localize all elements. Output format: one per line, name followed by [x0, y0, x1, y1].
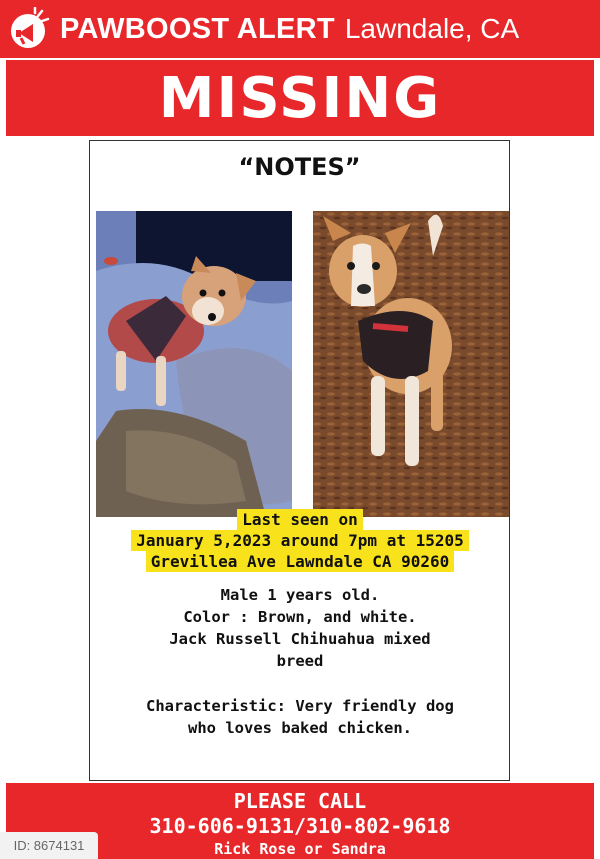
- missing-status: MISSING: [158, 65, 442, 131]
- contact-names: Rick Rose or Sandra: [214, 840, 386, 858]
- last-seen-line-1: Last seen on: [104, 509, 496, 530]
- please-call-label: PLEASE CALL: [233, 789, 367, 813]
- missing-banner: [6, 60, 594, 136]
- notes-title: “NOTES”: [238, 153, 361, 181]
- phone-numbers[interactable]: 310-606-9131/310-802-9618: [149, 814, 451, 838]
- dog-photo-1: [96, 211, 292, 517]
- detail-age: Male 1 years old.: [220, 586, 380, 604]
- detail-breed-1: Jack Russell Chihuahua mixed: [169, 630, 431, 648]
- alert-header: [0, 0, 600, 58]
- detail-color: Color : Brown, and white.: [183, 608, 417, 626]
- detail-breed-2: breed: [276, 652, 324, 670]
- megaphone-icon: [8, 7, 52, 51]
- characteristic-line-1: Characteristic: Very friendly dog: [146, 697, 454, 715]
- alert-location: Lawndale, CA: [344, 13, 520, 44]
- last-seen-line-3: Grevillea Ave Lawndale CA 90260: [104, 551, 496, 572]
- last-seen-line-2: January 5,2023 around 7pm at 15205: [104, 530, 496, 551]
- brand-name: PAWBOOST ALERT: [60, 12, 335, 45]
- dog-photo-2: [313, 211, 509, 517]
- characteristic-line-2: who loves baked chicken.: [188, 719, 412, 737]
- alert-id: ID: 8674131: [0, 832, 98, 859]
- flyer-card: [89, 140, 510, 781]
